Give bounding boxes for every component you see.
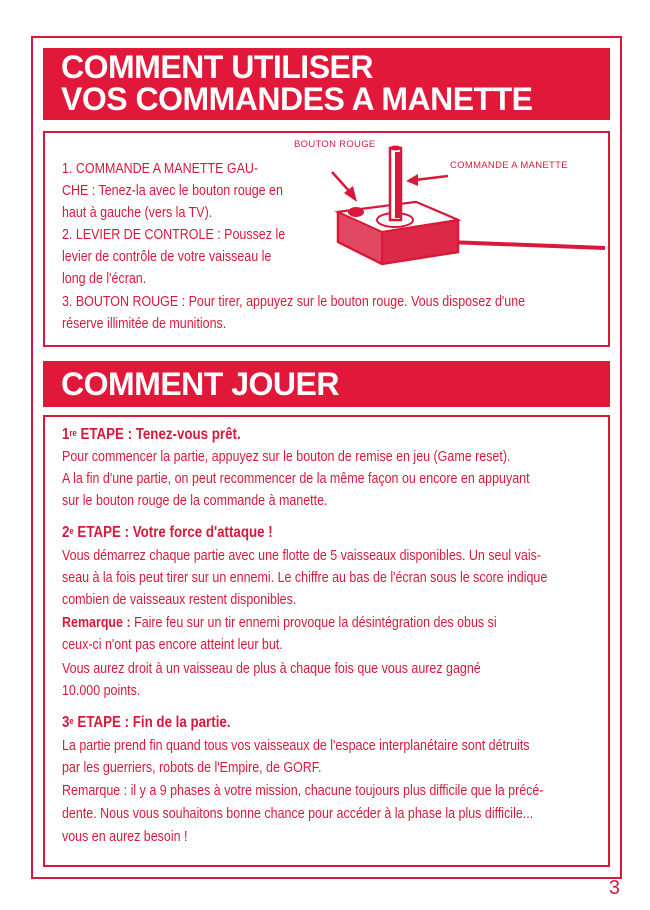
step3-line4: dente. Nous vous souhaitons bonne chance pour accéder à la phase la plus difficile...: [62, 806, 534, 822]
step1-number: 1: [62, 426, 70, 443]
step1-line2: A la fin d'une partie, on peut recommencer de la même façon ou encore en appuyant: [62, 471, 530, 487]
step3-heading: [62, 712, 231, 734]
item1-line2: CHE : Tenez-la avec le bouton rouge en: [62, 183, 283, 199]
arrow-to-stick-icon: [406, 174, 448, 186]
joystick-stick-icon: [390, 146, 401, 221]
item1-line1: 1. COMMANDE A MANETTE GAU-: [62, 161, 259, 177]
step2-line2: seau à la fois peut tirer sur un ennemi. Le chiffre au bas de l'écran sous le score indique: [62, 570, 548, 586]
step3-line5: vous en aurez besoin !: [62, 829, 188, 845]
section2-title: COMMENT JOUER: [61, 366, 339, 402]
remark-line1: [62, 612, 497, 634]
step2-line3: combien de vaisseaux restent disponibles.: [62, 592, 297, 608]
remark-text: Faire feu sur un tir ennemi provoque la désintégration des obus si: [130, 615, 497, 631]
bonus-line1: Vous aurez droit à un vaisseau de plus à chaque fois que vous aurez gagné: [62, 661, 481, 677]
item1-line3: haut à gauche (vers la TV).: [62, 205, 213, 221]
section1-banner: [43, 48, 610, 120]
item3-line2: réserve illimitée de munitions.: [62, 316, 227, 332]
remark-line2: ceux-ci n'ont pas encore atteint leur but.: [62, 637, 283, 653]
arrow-to-red-button-icon: [332, 172, 357, 202]
step1-title: ETAPE : Tenez-vous prêt.: [76, 426, 241, 443]
item2-line1: 2. LEVIER DE CONTROLE : Poussez le: [62, 227, 286, 243]
step2-ordinal: e: [69, 526, 74, 536]
page-number: 3: [608, 877, 620, 899]
remark-label: Remarque :: [62, 615, 131, 631]
red-button-icon: [348, 207, 364, 217]
step3-line3: Remarque : il y a 9 phases à votre mission, chacune toujours plus difficile que la précé-: [62, 783, 544, 799]
joystick-label: COMMANDE A MANETTE: [450, 160, 568, 171]
step3-ordinal: e: [69, 716, 74, 726]
joystick-illustration: [320, 140, 610, 290]
step3-number: 3: [62, 714, 70, 731]
red-button-label: BOUTON ROUGE: [294, 139, 376, 150]
step2-title: ETAPE : Votre force d'attaque !: [73, 524, 273, 541]
step3-line1: La partie prend fin quand tous vos vaisseaux de l'espace interplanétaire sont détruits: [62, 738, 530, 754]
step3-title: ETAPE : Fin de la partie.: [73, 714, 231, 731]
step1-line3: sur le bouton rouge de la commande à manette.: [62, 493, 328, 509]
section1-title-line2: VOS COMMANDES A MANETTE: [61, 81, 533, 117]
item2-line2: levier de contrôle de votre vaisseau le: [62, 249, 272, 265]
item3-line1: 3. BOUTON ROUGE : Pour tirer, appuyez sur le bouton rouge. Vous disposez d'une: [62, 294, 526, 310]
item2-line3: long de l'écran.: [62, 271, 147, 287]
step2-heading: [62, 522, 273, 544]
step1-heading: [62, 424, 241, 446]
section2-banner: [43, 361, 610, 407]
step3-line2: par les guerriers, robots de l'Empire, de GORF.: [62, 760, 322, 776]
step1-line1: Pour commencer la partie, appuyez sur le bouton de remise en jeu (Game reset).: [62, 449, 511, 465]
step2-line1: Vous démarrez chaque partie avec une flotte de 5 vaisseaux disponibles. Un seul vais-: [62, 548, 541, 564]
step2-number: 2: [62, 524, 70, 541]
section1-title-line1: COMMENT UTILISER: [61, 49, 373, 85]
step1-ordinal: re: [69, 428, 77, 438]
bonus-line2: 10.000 points.: [62, 683, 141, 699]
